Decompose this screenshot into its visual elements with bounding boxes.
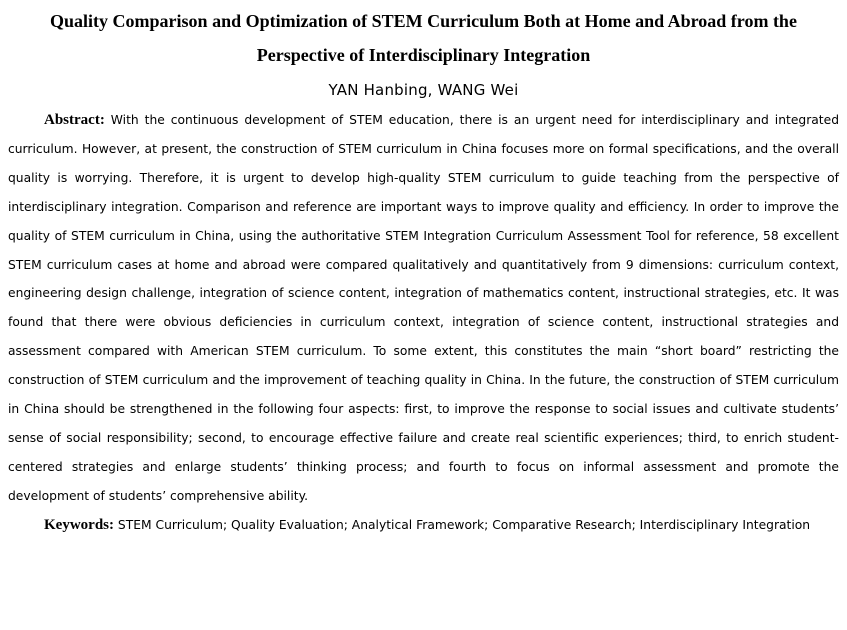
paper-authors: YAN Hanbing, WANG Wei bbox=[328, 81, 519, 99]
paper-title: Quality Comparison and Optimization of STEM Curriculum Both at Home and Abroad from the Perspective of Interdisciplinary Integration bbox=[50, 11, 797, 65]
abstract-text: With the continuous development of STEM education, there is an urgent need for interdisciplinary and integrated curriculum. However, at present, the construction of STEM curriculum in China focuses more on formal specifications, and the overall quality is worrying. Therefore, it is urgent to develop high-quality STEM curriculum to guide teaching from the perspective of interdisciplinary integration. Comparison and reference are important ways to improve quality and efficiency. In order to improve the quality of STEM curriculum in China, using the authoritative STEM Integration Curriculum Assessment Tool for reference, 58 excellent STEM curriculum cases at home and abroad were compared qualitatively and quantitatively from 9 dimensions: curriculum context, engineering design challenge, integration of science content, integration of mathematics content, instructional strategies, etc. It was found that there were obvious deficiencies in curriculum context, integration of science content, instructional strategies and assessment compared with American STEM curriculum. To some extent, this constitutes the main “short board” restricting the construction of STEM curriculum and the improvement of teaching quality in China. In the future, the construction of STEM curriculum in China should be strengthened in the following four aspects: first, to improve the response to social issues and cultivate students’ sense of social responsibility; second, to encourage effective failure and create real scientific experiences; third, to enrich student-centered strategies and enlarge students’ thinking process; and fourth to focus on informal assessment and promote the development of students’ comprehensive ability. bbox=[8, 113, 839, 503]
abstract-label: Abstract: bbox=[44, 112, 105, 128]
keywords-label: Keywords: bbox=[44, 516, 114, 533]
keywords-paragraph bbox=[8, 511, 839, 540]
keywords-text: STEM Curriculum; Quality Evaluation; Analytical Framework; Comparative Research; Interdisciplinary Integration bbox=[117, 517, 811, 532]
abstract-paragraph bbox=[8, 106, 839, 511]
